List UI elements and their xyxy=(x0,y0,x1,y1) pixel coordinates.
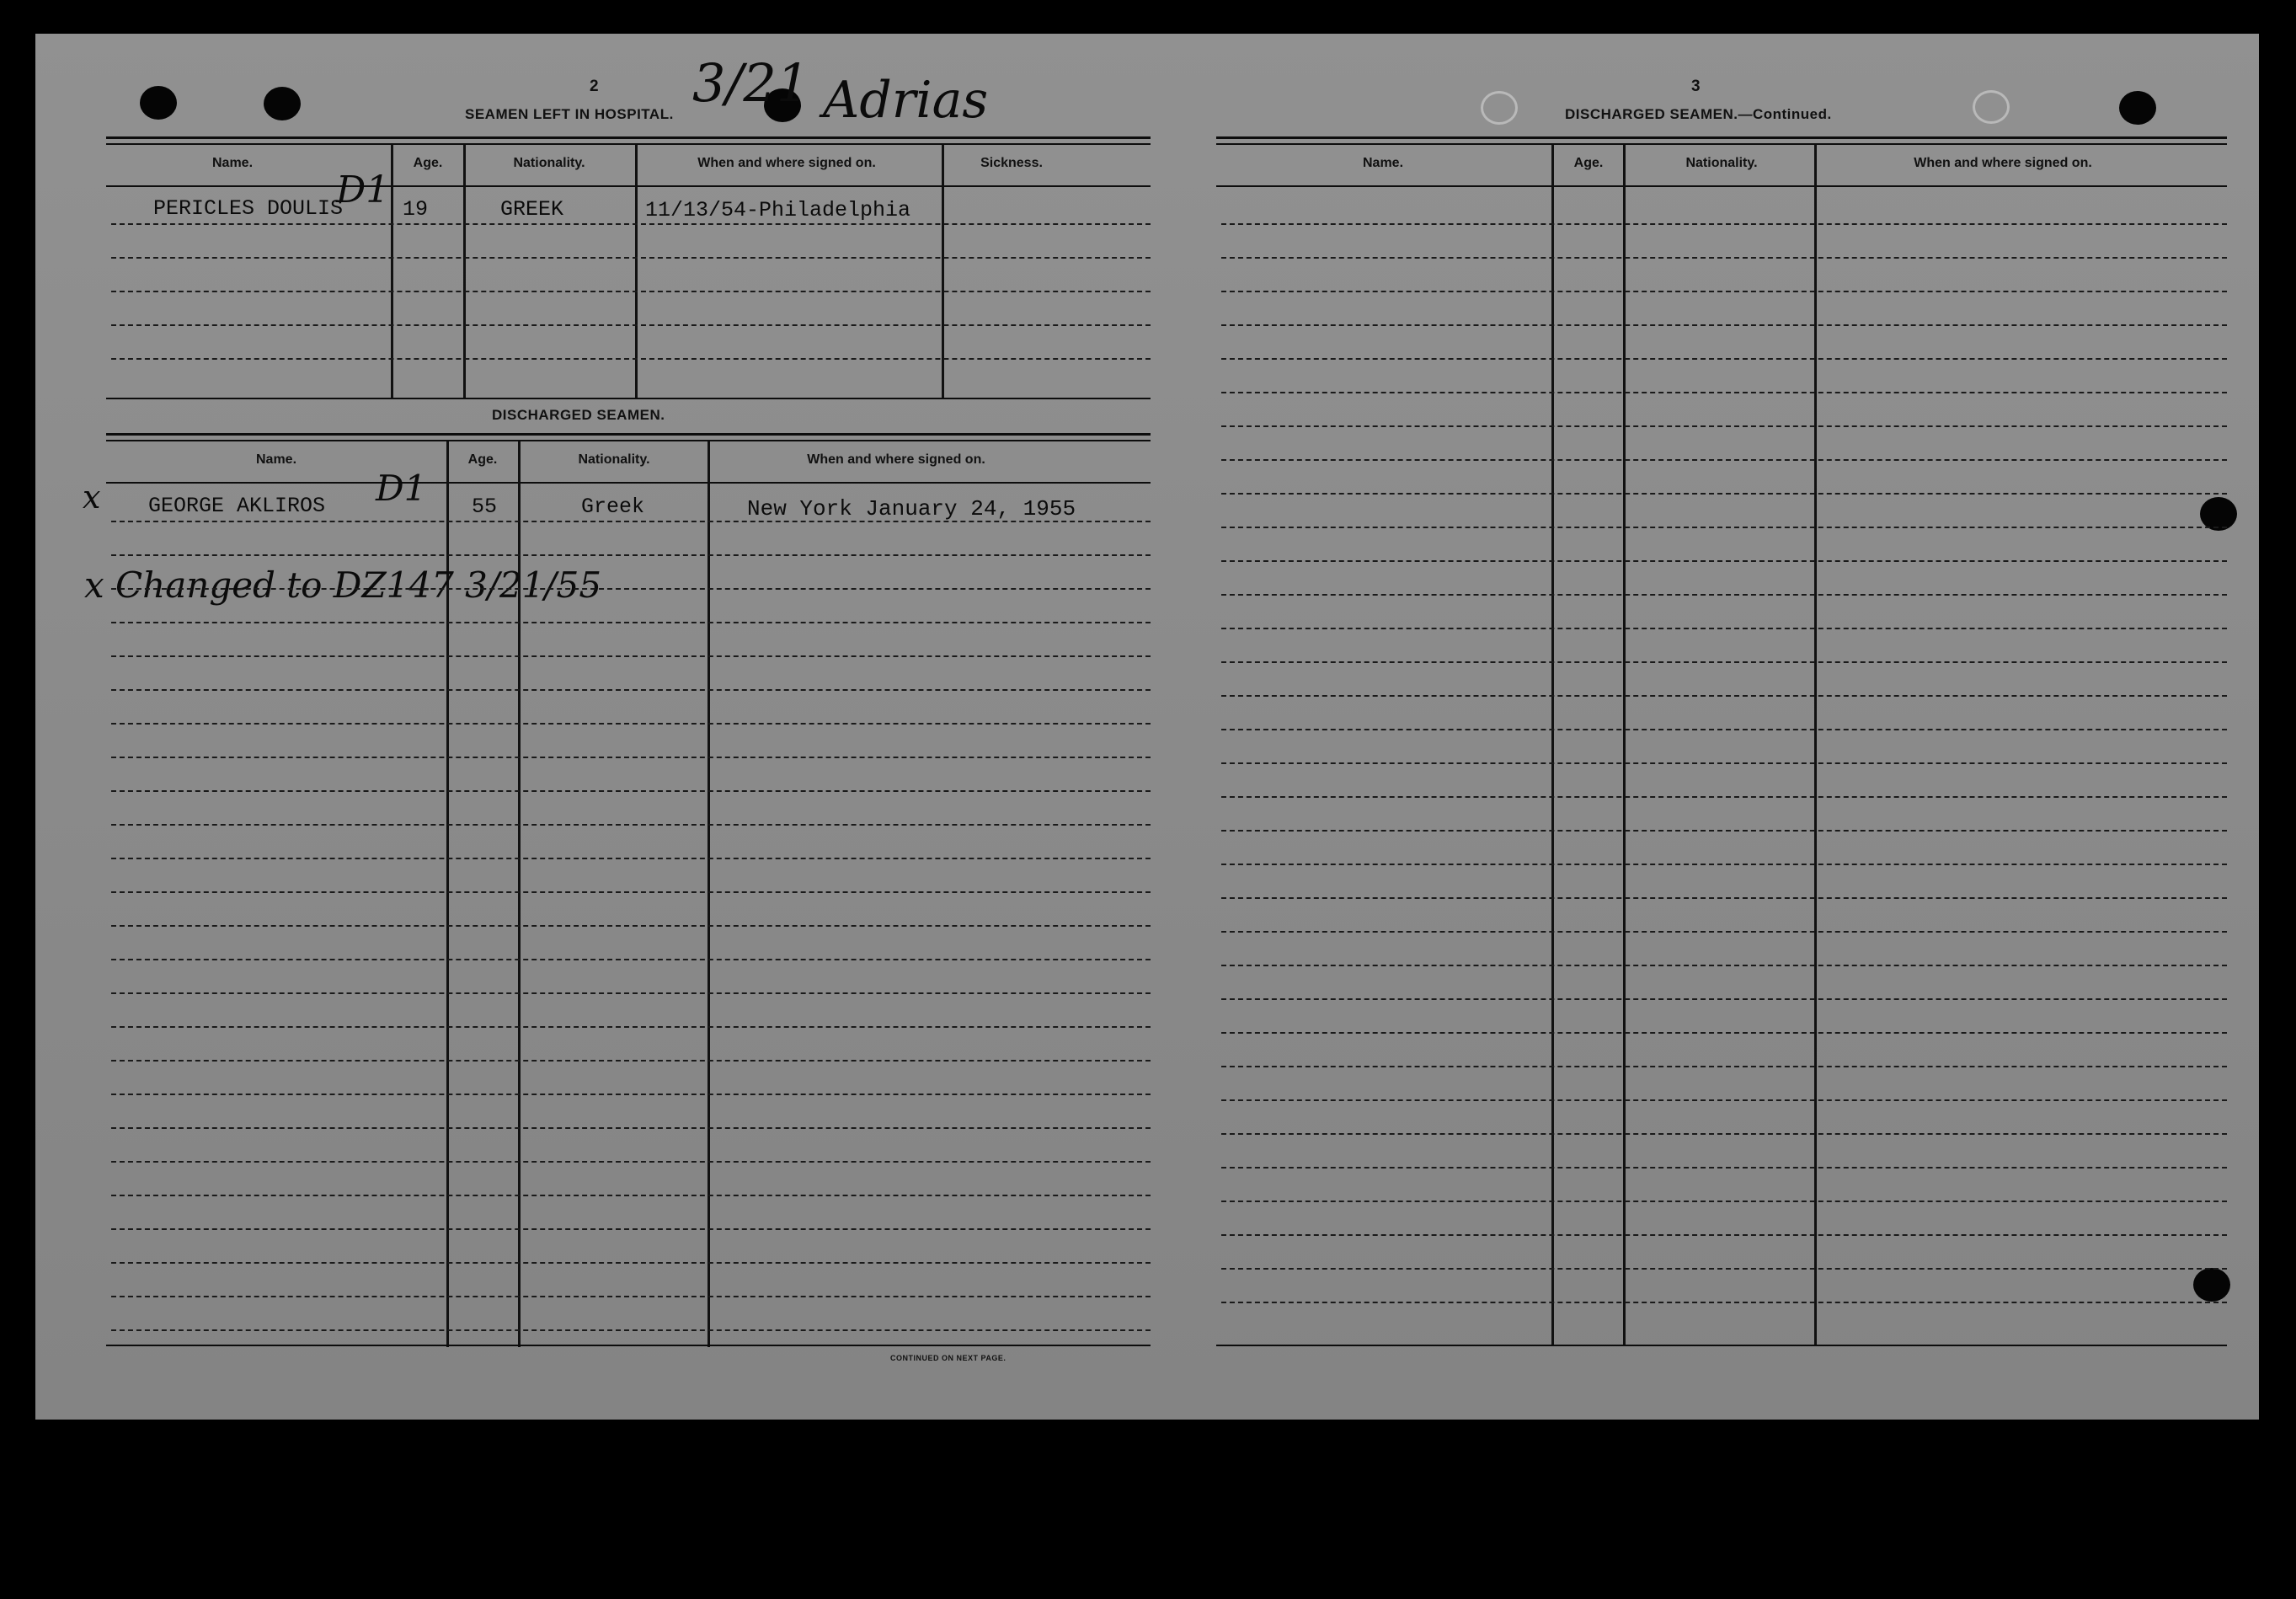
row-line xyxy=(1221,661,2227,663)
row-line xyxy=(1221,560,2227,562)
handwritten-mark: D1 xyxy=(376,468,427,509)
col-divider xyxy=(463,145,466,398)
rule xyxy=(106,185,1151,187)
rule xyxy=(106,143,1151,145)
hospital-seaman-signed-on: 11/13/54-Philadelphia xyxy=(645,198,911,222)
rule xyxy=(106,136,1151,139)
row-line xyxy=(111,1161,1151,1163)
row-line xyxy=(1221,864,2227,865)
row-line xyxy=(1221,223,2227,225)
row-line xyxy=(111,1127,1151,1129)
row-line xyxy=(111,891,1151,893)
row-line xyxy=(1221,897,2227,899)
row-line xyxy=(1221,1268,2227,1270)
row-line xyxy=(111,1329,1151,1331)
hospital-seaman-nationality: GREEK xyxy=(500,197,564,222)
discharged-seaman-name: GEORGE AKLIROS xyxy=(148,494,326,518)
col-divider xyxy=(635,145,638,398)
row-line xyxy=(1221,257,2227,259)
row-line xyxy=(111,358,1151,360)
row-line xyxy=(1221,324,2227,326)
row-line xyxy=(111,1296,1151,1297)
row-line xyxy=(1221,527,2227,528)
col-header-name: Name. xyxy=(255,452,297,467)
row-line xyxy=(1221,1302,2227,1303)
punch-hole-icon xyxy=(2119,91,2156,125)
row-line xyxy=(111,858,1151,859)
row-line xyxy=(1221,998,2227,1000)
row-line xyxy=(1221,830,2227,832)
col-header-name: Name. xyxy=(1362,156,1404,170)
rule xyxy=(106,398,1151,399)
col-divider xyxy=(942,145,944,398)
handwritten-mark: D1 xyxy=(336,168,390,211)
col-header-nationality: Nationality. xyxy=(1685,156,1758,170)
row-line xyxy=(1221,392,2227,393)
row-line xyxy=(111,723,1151,725)
punch-hole-icon xyxy=(140,86,177,120)
col-header-age: Age. xyxy=(413,156,443,170)
page-number: 3 xyxy=(1691,78,1701,95)
col-header-signed-on: When and where signed on. xyxy=(697,156,876,170)
row-line xyxy=(111,1228,1151,1230)
row-line xyxy=(1221,493,2227,495)
col-divider xyxy=(707,441,710,1347)
row-line xyxy=(111,324,1151,326)
row-line xyxy=(111,1094,1151,1095)
row-line xyxy=(1221,695,2227,697)
row-line xyxy=(1221,965,2227,966)
row-line xyxy=(111,291,1151,292)
row-line xyxy=(111,1195,1151,1196)
row-line xyxy=(111,554,1151,556)
col-header-nationality: Nationality. xyxy=(513,156,585,170)
handwritten-x-mark: x xyxy=(83,479,101,516)
handwritten-date: 3/21 xyxy=(692,52,810,114)
row-line xyxy=(111,521,1151,522)
row-line xyxy=(1221,1133,2227,1135)
punch-hole-icon xyxy=(1481,91,1518,125)
row-line xyxy=(111,689,1151,691)
row-line xyxy=(111,757,1151,758)
discharged-seaman-age: 55 xyxy=(472,495,498,519)
col-header-signed-on: When and where signed on. xyxy=(807,452,985,467)
col-header-signed-on: When and where signed on. xyxy=(1914,156,2092,170)
rule xyxy=(106,482,1151,484)
row-line xyxy=(1221,291,2227,292)
col-divider xyxy=(391,145,393,398)
discharged-section-title: DISCHARGED SEAMEN. xyxy=(492,407,665,423)
page-number: 2 xyxy=(590,78,599,95)
row-line xyxy=(111,622,1151,623)
discharged-seaman-signed-on: New York January 24, 1955 xyxy=(747,496,1076,521)
row-line xyxy=(1221,1201,2227,1202)
discharged-continued-title: DISCHARGED SEAMEN.—Continued. xyxy=(1565,106,1832,122)
row-line xyxy=(1221,1032,2227,1034)
col-header-name: Name. xyxy=(211,156,254,170)
punch-hole-icon xyxy=(1973,90,2010,124)
row-line xyxy=(111,790,1151,792)
handwritten-name: Adrias xyxy=(823,71,989,130)
rule xyxy=(1216,143,2227,145)
row-line xyxy=(1221,594,2227,596)
row-line xyxy=(111,1060,1151,1062)
row-line xyxy=(111,1262,1151,1264)
row-line xyxy=(111,925,1151,927)
row-line xyxy=(111,1026,1151,1028)
row-line xyxy=(1221,1066,2227,1067)
col-header-age: Age. xyxy=(467,452,498,467)
col-header-sickness: Sickness. xyxy=(980,156,1043,170)
row-line xyxy=(1221,762,2227,764)
col-header-age: Age. xyxy=(1573,156,1604,170)
handwritten-change-note: x Changed to DZ147 3/21/55 xyxy=(84,564,602,606)
row-line xyxy=(111,959,1151,960)
col-header-nationality: Nationality. xyxy=(578,452,650,467)
hospital-seaman-age: 19 xyxy=(403,197,429,222)
row-line xyxy=(111,992,1151,994)
hospital-section-title: SEAMEN LEFT IN HOSPITAL. xyxy=(465,106,674,122)
row-line xyxy=(1221,459,2227,461)
row-line xyxy=(111,655,1151,657)
row-line xyxy=(1221,425,2227,427)
row-line xyxy=(1221,729,2227,730)
row-line xyxy=(1221,931,2227,933)
row-line xyxy=(111,588,1151,590)
document-sheet xyxy=(35,34,2259,1420)
rule xyxy=(106,433,1151,436)
row-line xyxy=(111,257,1151,259)
row-line xyxy=(1221,796,2227,798)
row-line xyxy=(1221,358,2227,360)
row-line xyxy=(111,223,1151,225)
discharged-seaman-nationality: Greek xyxy=(581,495,645,519)
rule xyxy=(1216,185,2227,187)
row-line xyxy=(1221,1167,2227,1168)
row-line xyxy=(1221,1234,2227,1236)
row-line xyxy=(1221,628,2227,629)
rule xyxy=(1216,1345,2227,1346)
rule xyxy=(1216,136,2227,139)
row-line xyxy=(111,824,1151,826)
rule xyxy=(106,1345,1151,1346)
row-line xyxy=(1221,1099,2227,1101)
continued-footer: CONTINUED ON NEXT PAGE. xyxy=(890,1354,1007,1362)
rule xyxy=(106,440,1151,441)
punch-hole-icon xyxy=(2200,497,2237,531)
punch-hole-icon xyxy=(264,87,301,120)
hospital-seaman-name: PERICLES DOULIS xyxy=(153,196,344,221)
punch-hole-icon xyxy=(2193,1268,2230,1302)
